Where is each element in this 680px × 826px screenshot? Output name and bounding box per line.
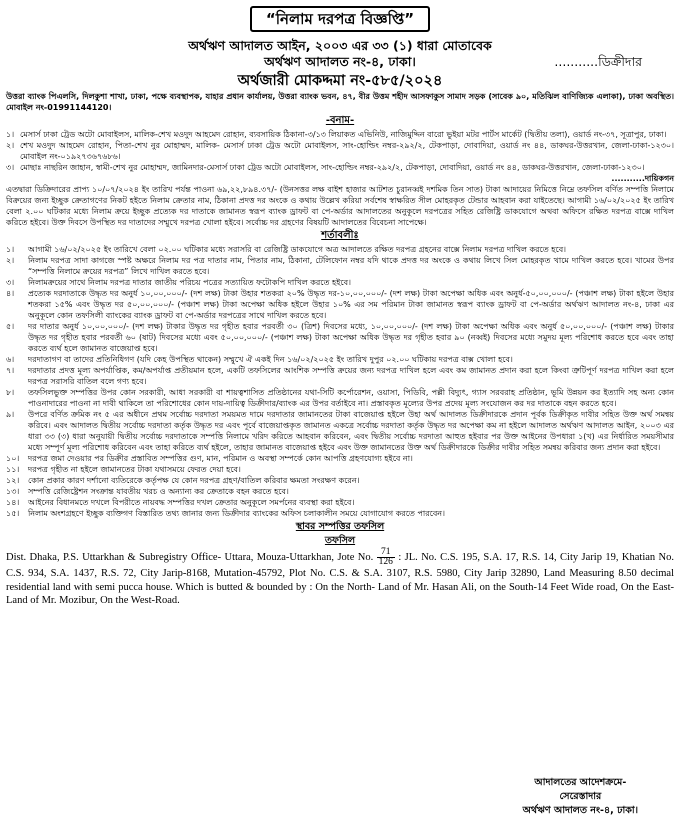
plaintiff-details: উত্তরা ব্যাংক পিএলসি, দিলকুশা শাখা, ঢাকা, পক্ষে ব্যবস্থাপক, যাহার প্রধান কার্যালয়, উত্তরা ব্যাংক ভবন, ৪৭, বীর উত্তম শহীদ আসফাকুস সামাদ সড়ক (সাবেক ৯০, মতিঝিল বাণিজ্যিক এলাকা), ঢাকা অবস্থিত। মোবাইল নং-01991144120। bbox=[6, 92, 674, 112]
signature-line-order: আদালতের আদেশক্রমে- bbox=[534, 777, 627, 788]
defendants-list bbox=[6, 129, 674, 184]
debtors-label: ...........দায়িকগন bbox=[611, 174, 674, 183]
jote-fraction: $\frac{71}{126}$ bbox=[378, 547, 393, 567]
condition-item: ২। নিলাম দরপত্র সাদা কাগজে স্পষ্ট অক্ষরে নিলাম দর পত্র দাতার নাম, পিতার নাম, ঠিকানা, টেলিফোন নম্বর যদি থাকে প্রদত্ত দর অংকে ও কথায় লিখে সিল মোহরকৃত খামে দাখিল করতে হবে। খামের উপর “সম্পত্তি নিলামে ক্রয়ের দরপত্র” লিখে দাখিল করতে হবে। bbox=[6, 256, 674, 276]
law-line: অর্থঋণ আদালত আইন, ২০০৩ এর ৩৩ (১) ধারা মোতাবেক bbox=[188, 38, 492, 53]
defendant-item: ১। মেসার্স ঢাকা ট্রেড অটো মোবাইলস, মালিক-শেখ মওদুদ আহমেদ রোহান, ব্যবসায়িক ঠিকানা-৩/১৩ লিয়াকত এভিনিউ, নাজিমুদ্দিন বারো ভুইয়া মটর পার্টস মার্কেট (দ্বিতীয় তলা), ওয়ার্ড নং-৩৭, সূত্রাপুর, ঢাকা। bbox=[6, 130, 667, 139]
condition-item: ১৫। নিলাম অংশগ্রহণে ইচ্ছুক ব্যক্তিগণ বিস্তারিত তথ্য জানার জন্য ডিক্রীদার ব্যাংকের অফিস চলাকালীন সময়ে যোগাযোগ করতে পারবেন। bbox=[6, 509, 445, 518]
title-wrap bbox=[6, 0, 674, 32]
condition-item: ১৪। আইনের বিধানমতে দখলে বিপরীতে নায়বদ্ধ সম্পত্তির দখল ক্রেতার অনুকূলে সমর্পনের ব্যবস্থা করা হইবে। bbox=[6, 498, 355, 507]
condition-item: ৫। দর দাতার অনুর্ধ ১০,০০,০০০/- (দশ লক্ষ) টাকার উদ্ধৃত দর গৃহীত হবার পরবর্তী ৩০ (ত্রিশ) দিবসের মধ্যে, ১০,০০,০০০/- (দশ লক্ষ) টাকা অপেক্ষা অধিক এবং অনুর্ধ ৫০,০০,০০০/- (পঞ্চাশ লক্ষ) টাকার উদ্ধৃত দর গৃহীত হবার পরবর্তী ৬০ (ষাট) দিবসের মধ্যে এবং ৫০,০০,০০০/- (পঞ্চাশ লক্ষ) টাকা অপেক্ষা অধিক উদ্ধৃত দর গৃহীত হবার ৯০ (নব্বই) দিবসের মধ্যে সমুদয় মূল্য পরিশোধ করতে হবে এবং তাহা করতে ব্যর্থ হলে জামানত বাজেয়াপ্ত হবে। bbox=[6, 322, 674, 353]
condition-item: ১০। দরপত্র জমা দেওয়ার পর ডিক্রীর প্রস্তাবিত সম্পত্তির গুণ, মান, পরিমান ও অবস্থা সম্পর্কে কোন আপত্তি গ্রহণযোগ্য হইবে না। bbox=[6, 454, 413, 463]
conditions-heading: শর্তাবলীঃ bbox=[321, 230, 359, 241]
schedule-subheading: তফসিল bbox=[324, 535, 356, 546]
schedule-text: Dist. Dhaka, P.S. Uttarkhan & Subregistry Office- Uttara, Mouza-Uttarkhan, Jote No. $\frac{71}{126}$ : JL. No. C.S. 195, S.A. 17, R.S. 14, City Jarip 19, Khatian No. C.S. 934, S.A. 1437, R.S. 72, City Jarip-8168, Mutation-45792, Plot No. C.S. & S.A. 3107, R.S. 5980, City Jarip 32890, Land Measuring 8.50 decimal residential land with semi pucca house. Which is butted & bounded by : On the North- Land of Mr. Hasan Ali, on the South-14 Feet Wide road, On the East-Land of Mr. Mozibur, On the West-Road. bbox=[6, 547, 675, 606]
condition-item: ৬। দরদাতাগণ বা তাদের প্রতিনিধিগণ (যদি কেহ উপস্থিত থাকেন) সম্মুখে ঐ একই দিন ১৬/০২/২০২৫ ইং তারিখ দুপুর ০২.০০ ঘটিকায় দরপত্র বাক্স খোলা হবে। bbox=[6, 355, 513, 364]
signature-line-court: অর্থঋণ আদালত নং-৪, ঢাকা। bbox=[522, 805, 638, 816]
signature-block bbox=[523, 776, 638, 818]
condition-item: ১২। কোন প্রকার কারণ দর্শানো ব্যতিরেকে কর্তৃপক্ষ যে কোন দরপত্র গ্রহণ/বাতিল করিবার ক্ষমতা সংরক্ষণ করেন। bbox=[6, 476, 360, 485]
signature-line-title: সেরেস্তাদার bbox=[559, 791, 602, 802]
defendant-item: ৩। মোছাঃ নাছরিন জাহান, স্বামী-শেখ নুর মোহাম্মদ, জামিনদার-মেসার্স ঢাকা ট্রেড অটো মোবাইলস, সাং-হোল্ডিং নম্বর-২৯২/২, টেকপাড়া, দোবাদিয়া, ওয়ার্ড নং ৪৪, ডাকঘর-উত্তরখান, জেলা-ঢাকা-১২৩০। bbox=[6, 163, 645, 172]
defendant-item: ২। শেখ মওদুদ আহমেদ রোহান, পিতা-শেখ নুর মোহাম্মদ, মালিক- মেসার্স ঢাকা ট্রেড অটো মোবাইলস, সাং-হোল্ডিং নম্বর-২৯২/২, টেকপাড়া, দোবাদিয়া, ওয়ার্ড নং ৪৪, ডাকঘর-উত্তরখান, জেলা-ঢাকা-১২৩০। মোবাইল নং-০১৯২৭৩৬৭৬৮৬। bbox=[6, 141, 674, 161]
versus-label: -বনাম- bbox=[325, 115, 355, 126]
notice-title: “নিলাম দরপত্র বিজ্ঞপ্তি” bbox=[250, 6, 430, 32]
condition-item: ১১। দরপত্র গৃহীত না হইলে জামানতের টাকা যথাসময়ে ফেরত দেয়া হবে। bbox=[6, 465, 241, 474]
conditions-list bbox=[6, 244, 674, 519]
court-line bbox=[6, 54, 674, 70]
decree-holder-label: ...........ডিক্রীদার bbox=[554, 54, 642, 69]
condition-item: ৪। প্রত্যেক দরদাতাকে উদ্ধৃত দর অনুর্ধ ১০,০০,০০০/- (দশ লক্ষ) টাকা উহার শতকরা ২০% উদ্ধৃত দর-১০,০০,০০০/- (দশ লক্ষ) টাকা অপেক্ষা অধিক এবং অনুর্ধ-৫০,০০,০০০/- (পঞ্চাশ লক্ষ) টাকা হইলে উহার শতকরা ১৫% এবং উদ্ধৃত দর ৫০,০০,০০০/- (পঞ্চাশ লক্ষ) টাকা অপেক্ষা অধিক হইলে উহার ১০% এর সম পরিমান টাকা জামানত স্বরূপ ব্যাংক ড্রাফট বা পে-অর্ডার অর্থঋণ আদালত নং-৪, ঢাকা এর অনুকূলে কোন তফসিলী ব্যাংকের ব্যাংক ড্রাফট বা পে-অর্ডার দরপত্রের সাথে দাখিল করতে হবে। bbox=[6, 289, 674, 320]
case-number: অর্থজারী মোকদ্দমা নং-৫৮৫/২০২৪ bbox=[237, 73, 443, 89]
condition-item: ৭। দরদাতার প্রদত্ত মূল্য অপর্যাপ্তিক, কম/অপর্যাপ্ত প্রতীয়মান হলে, একটি তফসিলের আংশিক সম্পত্তি ক্রয়ের জন্য দরপত্র দাখিল হলে এবং কম জামানত প্রদান করা হলে কিংবা ত্রুটিপূর্ণ দরপত্র দাখিল করা হলে দরপত্র সরাসরি বাতিল বলে গণ্য হবে। bbox=[6, 366, 674, 386]
condition-item: ১। আগামী ১৬/০২/২০২৫ ইং তারিখে বেলা ০২.০০ ঘটিকার মধ্যে সরাসরি বা রেজিষ্ট্রি ডাকযোগে অত্র আদালতে রক্ষিত দরপত্র গ্রহনের বাক্সে নিলাম দরপত্র দাখিল করতে হবে। bbox=[6, 245, 567, 254]
condition-item: ৮। তফসিলভুক্ত সম্পত্তির উপর কোন সরকারী, আধা সরকারী বা শায়ত্বশাসিত প্রতিষ্ঠানের যথা-সিটি কর্পোরেশন, ওয়াসা, পিডিবি, পল্লী বিদ্যুৎ, গ্যাস সরবরাহ প্রতিষ্ঠান, ভূমি উন্নয়ন কর ইত্যাদি সহ অন্য কোন পাওনাদারের পাওনা না দাবী থাকিলে তা পরিশোধের কোন দায়-দায়িত্ব ডিক্রীদার/ব্যাংক এর উপর বর্তাইবে না। প্রস্তাবকৃত মূল্যের উপর প্রদেয় মূল্য সংযোজন কর দর দাতাকে বহন করতে হবে। bbox=[6, 388, 674, 408]
condition-item: ১৩। সম্পত্তি রেজিষ্ট্রেশন সংক্রান্ত যাবতীয় খরচ ও অন্যান্য কর ক্রেতাকে বহন করতে হবে। bbox=[6, 487, 289, 496]
schedule-heading: স্থাবর সম্পত্তির তফসিল bbox=[295, 521, 385, 532]
court-name: অর্থঋণ আদালত নং-৪, ঢাকা। bbox=[264, 54, 416, 69]
notice-paragraph: এতদ্বারা ডিক্রিদারের প্রাপ্য ১০/০৭/২০২৪ ইং তারিখ পর্যন্ত পাওনা ৬৯,২২,৮৯৪.৩৭/- (উনসত্তর লক্ষ বাইশ হাজার আটশত চুরানব্বই দশমিক তিন সাত) টাকা আদায়ের নিমিত্তে নিম্নে তফসিল বর্ণিত সম্পত্তি নিলামে বিক্রয়ের জন্য ইচ্ছুক ক্রেতাগণের নিকট হইতে নিলাম ক্রেতার নাম, ঠিকানা প্রদত্ত দর অংকে ও কথায় উল্লেখ করিয়া সর্বশেষ স্বাক্ষরিত সীল মোহরকৃত টেন্ডার আহবান করা যাইতেছে। আগামী ১৬/০২/২০২৫ ইং তারিখ বেলা ২.০০ ঘটিকার মধ্যে নিলাম ক্রয়ে ইচ্ছুক প্রত্যেক দর দাতাকে জামানত স্বরূপ ব্যাংক ড্রাফট বা পে-অর্ডার আদালতের অনুকূলে দরপত্রের সহিত রেজিষ্ট্রি ডাকযোগে অথবা অফিসে রক্ষিত দরপত্র বাক্সে দাখিল করিতে হইবে। উক্ত দিবসে উপস্থিত দর দাতাদের সম্মুখে দরপত্র খোলা হইবে। সর্বোচ্চ দর গ্রহণের বিষয়টি আদালতের বিবেচনা সাপেক্ষে। bbox=[6, 185, 674, 227]
condition-item: ৩। নিলামক্রয়ের সাথে নিলাম দরপত্র দাতার জাতীয় পরিচয় পত্রের সত্যায়িত ফটোকপি দাখিল করতে হইবে। bbox=[6, 278, 351, 287]
condition-item: ৯। উপরে বর্ণিত ক্রমিক নং ৫ এর অধীনে প্রথম সর্বোচ্চ দরদাতা সময়মত দামে দরদাতার জামানতের টাকা বাজেয়াপ্ত হইলে উহা অর্থ আদালত ডিক্রীদারকে প্রদান পূর্বক ডিক্রীকৃত দাবীর সহিত উক্ত অর্থ সমন্বয় করিবে। এবং আদালত দ্বিতীয় সর্বোচ্চ দরদাতা কর্তৃক উদ্ধৃত দর এবং পূর্বে বাজেয়াপ্তকৃত জামানত একত্রে সর্বোচ্চ দরদাতা কর্তৃক উদ্ধৃত দর অপেক্ষা কম না হইলে আদালত অর্থঋণ আদালত আইন, ২০০৩ এর ধারা ৩৩ (৩) ধারা অনুযায়ী দ্বিতীয় সর্বোচ্চ দরদাতাকে সম্পত্তি নিলামে খরিদ করিতে আহবান করিবেন, এবং দ্বিতীয় সর্বোচ্চ দরদাতা আহুত হইবার পর উক্ত আইনের উপধারা ১(খ) এর নির্ধারিত সময়সীমার মধ্যে সম্পূর্ণ মূল্য পরিশোধ করিবেন এবং তাহা করিতে ব্যর্থ হইলে, তাহার জামানত বাজেয়াপ্ত হইবে এবং উক্ত জামানতের উক্ত অর্থ ডিক্রীদারকে ডিক্রীর দাবীর সহিত সমন্বয় করিবার জন্য প্রদান করা হইবে। bbox=[6, 410, 674, 452]
